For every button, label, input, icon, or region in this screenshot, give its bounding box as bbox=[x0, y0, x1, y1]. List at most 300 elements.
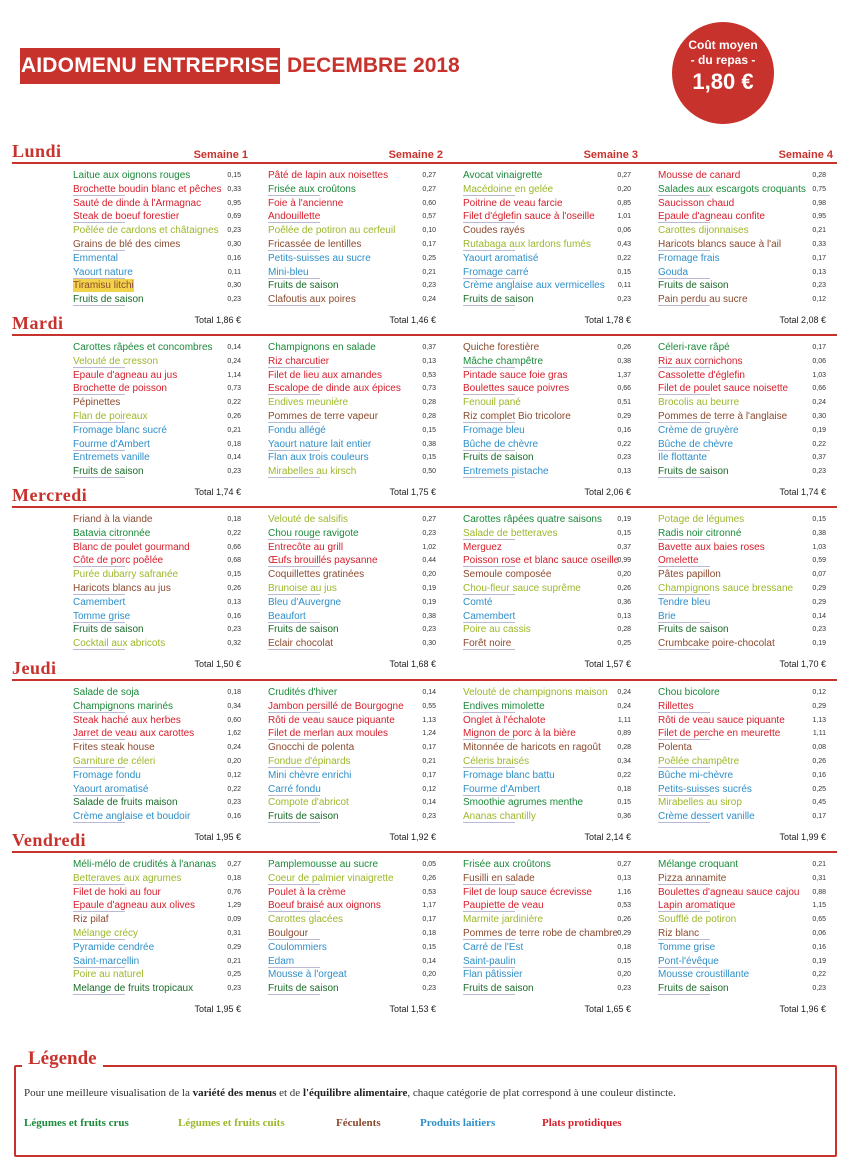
dish-price: 0,13 bbox=[617, 612, 631, 620]
dish-name: Avocat vinaigrette bbox=[463, 170, 543, 181]
dish-price: 0,34 bbox=[227, 702, 241, 710]
dish-price: 0,85 bbox=[617, 199, 631, 207]
dish-price: 0,45 bbox=[812, 799, 826, 807]
dish-row bbox=[268, 596, 436, 610]
dish-price: 1,29 bbox=[227, 902, 241, 910]
dish-price: 0,15 bbox=[227, 172, 241, 179]
dish-price: 0,26 bbox=[422, 874, 436, 882]
dish-row bbox=[73, 341, 241, 355]
dish-price: 0,22 bbox=[227, 785, 241, 793]
week-column bbox=[73, 513, 241, 651]
dish-price: 0,23 bbox=[227, 296, 241, 304]
dish-name: Carottes glacées bbox=[268, 914, 344, 926]
dish-name: Quiche forestière bbox=[463, 342, 540, 353]
dish-name: Salade de soja bbox=[73, 687, 140, 698]
dish-name: Entrecôte au grill bbox=[268, 541, 344, 553]
week-column bbox=[658, 686, 826, 824]
dish-name: Filet de merlan aux moules bbox=[268, 728, 389, 740]
dish-price: 0,11 bbox=[617, 282, 631, 290]
dish-underline bbox=[73, 994, 125, 995]
week-total: Total 1,50 € bbox=[194, 659, 241, 669]
dish-row bbox=[463, 955, 631, 969]
dish-name: Filet d'églefin sauce à l'oseille bbox=[463, 211, 595, 223]
legend-description bbox=[24, 1087, 676, 1099]
dish-row bbox=[658, 341, 826, 355]
dish-underline bbox=[268, 822, 320, 823]
dish-name: Semoule composée bbox=[463, 569, 552, 581]
day-section-vendredi bbox=[12, 830, 837, 1014]
dish-name: Coeur de palmier vinaigrette bbox=[268, 872, 394, 884]
dish-price: 0,21 bbox=[422, 268, 436, 276]
dish-name: Crème anglaise aux vermicelles bbox=[463, 280, 605, 292]
dish-row bbox=[73, 769, 241, 783]
dish-row bbox=[463, 513, 631, 527]
dish-row bbox=[73, 872, 241, 886]
week-column bbox=[463, 513, 631, 651]
dish-name: Fromage blanc sucré bbox=[73, 424, 167, 436]
dish-row bbox=[463, 596, 631, 610]
dish-name: Poitrine de veau farcie bbox=[463, 197, 563, 209]
dish-price: 0,38 bbox=[617, 357, 631, 365]
dish-row bbox=[463, 451, 631, 465]
dish-price: 0,32 bbox=[227, 640, 241, 648]
dish-row bbox=[73, 982, 241, 996]
dish-name: Fruits de saison bbox=[658, 466, 729, 478]
dish-name: Edam bbox=[268, 955, 295, 967]
day-name: Mardi bbox=[12, 313, 64, 333]
dish-price: 0,13 bbox=[227, 598, 241, 606]
dish-row bbox=[268, 783, 436, 797]
dish-price: 0,15 bbox=[617, 268, 631, 276]
dish-name: Coulommiers bbox=[268, 941, 327, 953]
week-total: Total 1,95 € bbox=[194, 1004, 241, 1014]
dish-row bbox=[268, 210, 436, 224]
dish-row bbox=[268, 424, 436, 438]
day-name: Vendredi bbox=[12, 830, 87, 850]
dish-name: Œufs brouillés paysanne bbox=[268, 555, 378, 567]
dish-row bbox=[463, 872, 631, 886]
dish-row bbox=[658, 872, 826, 886]
dish-price: 0,26 bbox=[617, 916, 631, 924]
dish-row bbox=[73, 955, 241, 969]
dish-price: 0,17 bbox=[422, 771, 436, 779]
dish-price: 0,17 bbox=[812, 813, 826, 821]
dish-row bbox=[73, 755, 241, 769]
dish-price: 0,29 bbox=[812, 584, 826, 592]
dish-price: 0,88 bbox=[812, 888, 826, 896]
dish-name: Eclair chocolat bbox=[268, 638, 334, 650]
dish-price: 0,37 bbox=[812, 454, 826, 462]
dish-row bbox=[268, 968, 436, 982]
dish-row bbox=[73, 410, 241, 424]
dish-row bbox=[73, 741, 241, 755]
dish-price: 0,29 bbox=[812, 598, 826, 606]
day-header bbox=[12, 658, 837, 682]
dish-name: Pont-l'évêque bbox=[658, 955, 719, 967]
dish-name: Haricots blancs sauce à l'ail bbox=[658, 238, 782, 250]
dish-price: 0,31 bbox=[812, 874, 826, 882]
dish-price: 0,29 bbox=[617, 412, 631, 420]
dish-row bbox=[73, 610, 241, 624]
dish-name: Jambon persillé de Bourgogne bbox=[268, 700, 404, 712]
dish-price: 0,73 bbox=[422, 385, 436, 393]
dish-name: Blanc de poulet gourmand bbox=[73, 541, 190, 553]
dish-price: 0,23 bbox=[617, 454, 631, 462]
dish-row bbox=[268, 686, 436, 700]
dish-name: Crème de gruyère bbox=[658, 424, 739, 436]
dish-name: Coquillettes gratinées bbox=[268, 569, 365, 581]
dish-row bbox=[268, 858, 436, 872]
dish-price: 0,26 bbox=[617, 344, 631, 351]
cost-sublabel: - du repas - bbox=[690, 53, 756, 67]
dish-price: 0,29 bbox=[617, 929, 631, 937]
dish-name: Filet de lieu aux amandes bbox=[268, 369, 382, 381]
dish-price: 0,09 bbox=[227, 916, 241, 924]
dish-price: 0,53 bbox=[422, 371, 436, 379]
dish-name: Camembert bbox=[73, 596, 126, 608]
dish-row bbox=[463, 727, 631, 741]
dish-name: Pizza annamite bbox=[658, 872, 727, 884]
dish-row bbox=[73, 252, 241, 266]
dish-price: 0,14 bbox=[422, 689, 436, 696]
dish-price: 0,20 bbox=[422, 971, 436, 979]
dish-row bbox=[268, 810, 436, 824]
dish-name: Fondu allégé bbox=[268, 424, 326, 436]
dish-name: Fourme d'Ambert bbox=[73, 438, 150, 450]
dish-name: Salades aux escargots croquants bbox=[658, 183, 806, 195]
dish-name: Mirabelles au kirsch bbox=[268, 466, 357, 478]
dish-name: Frisée aux croûtons bbox=[463, 859, 551, 870]
dish-price: 0,06 bbox=[617, 227, 631, 235]
dish-name: Endives mimolette bbox=[463, 700, 545, 712]
dish-row bbox=[658, 424, 826, 438]
dish-row bbox=[463, 197, 631, 211]
dish-name: Brie bbox=[658, 610, 676, 622]
dish-name: Riz complet Bio tricolore bbox=[463, 410, 571, 422]
dish-name: Marmite jardinière bbox=[463, 914, 544, 926]
dish-name: Fruits de saison bbox=[658, 280, 729, 292]
dish-name: Poêlée de potiron au cerfeuil bbox=[268, 225, 396, 237]
dish-row bbox=[658, 183, 826, 197]
dish-name: Boeuf braisé aux oignons bbox=[268, 900, 381, 912]
dish-row bbox=[268, 513, 436, 527]
dish-row bbox=[463, 410, 631, 424]
dish-name: Mini chèvre enrichi bbox=[268, 769, 352, 781]
dish-underline bbox=[73, 649, 125, 650]
dish-row bbox=[268, 382, 436, 396]
dish-row bbox=[658, 796, 826, 810]
dish-row bbox=[658, 541, 826, 555]
dish-price: 0,21 bbox=[227, 957, 241, 965]
week-column bbox=[268, 686, 436, 824]
dish-price: 0,23 bbox=[227, 227, 241, 235]
dish-price: 0,16 bbox=[617, 426, 631, 434]
dish-price: 0,66 bbox=[617, 385, 631, 393]
dish-price: 0,21 bbox=[812, 861, 826, 868]
dish-name: Pain perdu au sucre bbox=[658, 294, 748, 306]
dish-name: Yaourt nature bbox=[73, 266, 133, 278]
dish-name: Carottes râpées et concombres bbox=[73, 342, 213, 353]
dish-name: Fruits de saison bbox=[73, 294, 144, 306]
dish-name: Tiramisu litchi bbox=[73, 280, 134, 292]
dish-price: 0,15 bbox=[227, 571, 241, 579]
dish-price: 0,07 bbox=[812, 571, 826, 579]
dish-price: 0,13 bbox=[617, 468, 631, 476]
dish-name: Mignon de porc à la bière bbox=[463, 728, 576, 740]
dish-name: Champignons marinés bbox=[73, 700, 174, 712]
dish-name: Crudités d'hiver bbox=[268, 687, 338, 698]
dish-row bbox=[268, 582, 436, 596]
dish-row bbox=[268, 769, 436, 783]
dish-price: 0,28 bbox=[617, 744, 631, 752]
dish-name: Rillettes bbox=[658, 700, 694, 712]
dish-row bbox=[658, 293, 826, 307]
dish-row bbox=[73, 714, 241, 728]
dish-name: Flan de poireaux bbox=[73, 410, 148, 422]
dish-row bbox=[73, 858, 241, 872]
dish-row bbox=[73, 582, 241, 596]
dish-row bbox=[73, 968, 241, 982]
dish-name: Carottes dijonnaises bbox=[658, 225, 749, 237]
dish-row bbox=[268, 438, 436, 452]
dish-row bbox=[463, 783, 631, 797]
dish-name: Rôti de veau sauce piquante bbox=[658, 714, 785, 726]
dish-name: Pâté de lapin aux noisettes bbox=[268, 170, 389, 181]
dish-row bbox=[463, 252, 631, 266]
dish-name: Pamplemousse au sucre bbox=[268, 859, 379, 870]
dish-name: Bûche de chèvre bbox=[658, 438, 734, 450]
dish-row bbox=[73, 438, 241, 452]
week-total: Total 1,86 € bbox=[194, 315, 241, 325]
dish-row bbox=[658, 686, 826, 700]
dish-name: Filet de poulet sauce noisette bbox=[658, 383, 789, 395]
dish-row bbox=[463, 755, 631, 769]
dish-row bbox=[73, 513, 241, 527]
dish-price: 0,18 bbox=[227, 689, 241, 696]
dish-row bbox=[463, 382, 631, 396]
week-column bbox=[73, 686, 241, 824]
dish-row bbox=[268, 623, 436, 637]
dish-row bbox=[658, 279, 826, 293]
dish-row bbox=[658, 810, 826, 824]
dish-price: 0,23 bbox=[227, 626, 241, 634]
dish-price: 0,76 bbox=[227, 888, 241, 896]
dish-name: Sauté de dinde à l'Armagnac bbox=[73, 197, 202, 209]
dish-price: 0,15 bbox=[422, 454, 436, 462]
dish-name: Yaourt aromatisé bbox=[73, 783, 149, 795]
dish-name: Poêlée de cardons et châtaignes bbox=[73, 225, 219, 237]
dish-row bbox=[463, 714, 631, 728]
dish-row bbox=[658, 582, 826, 596]
dish-row bbox=[73, 810, 241, 824]
dish-price: 0,60 bbox=[227, 716, 241, 724]
week-total: Total 1,46 € bbox=[389, 315, 436, 325]
dish-name: Endives meunière bbox=[268, 397, 349, 409]
dish-row bbox=[463, 941, 631, 955]
dish-row bbox=[463, 541, 631, 555]
dish-row bbox=[268, 714, 436, 728]
dish-row bbox=[463, 700, 631, 714]
dish-name: Friand à la viande bbox=[73, 514, 153, 525]
dish-row bbox=[463, 886, 631, 900]
dish-price: 0,18 bbox=[227, 440, 241, 448]
dish-name: Frisée aux croûtons bbox=[268, 183, 356, 195]
dish-price: 1,13 bbox=[422, 716, 436, 724]
dish-name: Emmental bbox=[73, 252, 119, 264]
dish-row bbox=[658, 927, 826, 941]
day-name: Mercredi bbox=[12, 485, 88, 505]
dish-row bbox=[658, 554, 826, 568]
dish-price: 0,15 bbox=[617, 957, 631, 965]
dish-name: Poire au cassis bbox=[463, 624, 531, 636]
week-column bbox=[73, 858, 241, 996]
dish-row bbox=[658, 169, 826, 183]
dish-name: Velouté de champignons maison bbox=[463, 687, 608, 698]
dish-name: Entremets vanille bbox=[73, 452, 150, 464]
dish-price: 0,75 bbox=[812, 185, 826, 193]
dish-price: 0,19 bbox=[422, 598, 436, 606]
dish-price: 1,03 bbox=[812, 371, 826, 379]
dish-row bbox=[658, 197, 826, 211]
dish-name: Petits-suisses sucrés bbox=[658, 783, 752, 795]
dish-name: Epaule d'agneau aux olives bbox=[73, 900, 196, 912]
dish-price: 0,30 bbox=[812, 412, 826, 420]
dish-name: Yaourt aromatisé bbox=[463, 252, 539, 264]
dish-name: Salade de betteraves bbox=[463, 527, 558, 539]
dish-name: Boulettes d'agneau sauce cajou bbox=[658, 886, 800, 898]
dish-price: 0,30 bbox=[422, 640, 436, 648]
week-column bbox=[463, 858, 631, 996]
dish-row bbox=[73, 927, 241, 941]
dish-name: Bleu d'Auvergne bbox=[268, 596, 342, 608]
dish-name: Andouillette bbox=[268, 211, 321, 223]
dish-name: Cocktail aux abricots bbox=[73, 638, 166, 650]
dish-price: 0,14 bbox=[812, 612, 826, 620]
dish-name: Tomme grise bbox=[73, 610, 131, 622]
dish-row bbox=[658, 266, 826, 280]
dish-name: Céleri-rave râpé bbox=[658, 342, 730, 353]
dish-row bbox=[463, 568, 631, 582]
dish-price: 1,13 bbox=[812, 716, 826, 724]
dish-row bbox=[463, 224, 631, 238]
dish-price: 0,23 bbox=[422, 985, 436, 993]
dish-name: Onglet à l'échalote bbox=[463, 714, 546, 726]
dish-price: 0,53 bbox=[617, 902, 631, 910]
dish-price: 0,29 bbox=[812, 702, 826, 710]
dish-row bbox=[73, 686, 241, 700]
dish-underline bbox=[463, 822, 515, 823]
dish-price: 0,24 bbox=[812, 399, 826, 407]
dish-price: 0,17 bbox=[812, 254, 826, 262]
dish-row bbox=[268, 465, 436, 479]
dish-name: Brocolis au beurre bbox=[658, 397, 740, 409]
week-total: Total 1,99 € bbox=[779, 832, 826, 842]
legend-box bbox=[14, 1065, 837, 1157]
week-total: Total 1,95 € bbox=[194, 832, 241, 842]
dish-price: 0,28 bbox=[812, 172, 826, 179]
dish-price: 0,26 bbox=[227, 584, 241, 592]
dish-row bbox=[268, 554, 436, 568]
dish-name: Steak haché aux herbes bbox=[73, 714, 181, 726]
dish-price: 0,23 bbox=[422, 282, 436, 290]
dish-row bbox=[463, 369, 631, 383]
dish-name: Mousse croustillante bbox=[658, 969, 750, 981]
dish-row bbox=[463, 810, 631, 824]
week-total: Total 2,08 € bbox=[779, 315, 826, 325]
dish-price: 0,14 bbox=[422, 957, 436, 965]
week-total: Total 2,14 € bbox=[584, 832, 631, 842]
dish-price: 0,23 bbox=[812, 282, 826, 290]
dish-name: Camembert bbox=[463, 610, 516, 622]
dish-row bbox=[73, 183, 241, 197]
dish-price: 0,28 bbox=[617, 626, 631, 634]
dish-row bbox=[658, 210, 826, 224]
dish-name: Fruits de saison bbox=[463, 983, 534, 995]
dish-price: 0,13 bbox=[422, 357, 436, 365]
dish-name: Grains de blé des cimes bbox=[73, 238, 181, 250]
dish-row bbox=[73, 700, 241, 714]
dish-price: 0,16 bbox=[227, 612, 241, 620]
dish-name: Carré de l'Est bbox=[463, 941, 524, 953]
dish-underline bbox=[463, 477, 515, 478]
dish-price: 0,18 bbox=[617, 943, 631, 951]
week-header: Semaine 1 bbox=[193, 149, 248, 161]
day-divider bbox=[12, 679, 837, 681]
dish-price: 0,27 bbox=[617, 861, 631, 868]
dish-price: 0,50 bbox=[422, 468, 436, 476]
dish-name: Soufflé de potiron bbox=[658, 914, 737, 926]
dish-name: Saucisson chaud bbox=[658, 197, 735, 209]
dish-price: 0,33 bbox=[227, 185, 241, 193]
dish-name: Mélange crécy bbox=[73, 927, 139, 939]
dish-name: Fromage frais bbox=[658, 252, 720, 264]
legend-title: Légende bbox=[22, 1048, 103, 1070]
dish-name: Filet de perche en meurette bbox=[658, 728, 781, 740]
dish-underline bbox=[463, 994, 515, 995]
legend-desc-suffix: , chaque catégorie de plat correspond à une couleur distincte. bbox=[407, 1087, 676, 1099]
dish-name: Mousse à l'orgeat bbox=[268, 969, 347, 981]
dish-row bbox=[268, 197, 436, 211]
legend-desc-mid: et de bbox=[276, 1087, 303, 1099]
dish-name: Steak de boeuf forestier bbox=[73, 211, 180, 223]
dish-name: Smoothie agrumes menthe bbox=[463, 797, 584, 809]
dish-price: 0,16 bbox=[227, 813, 241, 821]
week-column bbox=[73, 341, 241, 479]
dish-name: Paupiette de veau bbox=[463, 900, 544, 912]
dish-price: 0,24 bbox=[617, 702, 631, 710]
dish-name: Merguez bbox=[463, 541, 502, 553]
day-name: Jeudi bbox=[12, 658, 57, 678]
dish-row bbox=[463, 554, 631, 568]
dish-price: 0,23 bbox=[227, 799, 241, 807]
dish-name: Pintade sauce foie gras bbox=[463, 369, 568, 381]
dish-price: 0,17 bbox=[812, 344, 826, 351]
dish-row bbox=[658, 982, 826, 996]
dish-name: Chou rouge ravigote bbox=[268, 527, 359, 539]
dish-name: Fruits de saison bbox=[463, 452, 534, 464]
dish-name: Omelette bbox=[658, 555, 699, 567]
dish-name: Forêt noire bbox=[463, 638, 512, 650]
week-column bbox=[268, 858, 436, 996]
dish-price: 0,25 bbox=[422, 254, 436, 262]
dish-price: 0,21 bbox=[227, 426, 241, 434]
legend-desc-bold-1: variété des menus bbox=[192, 1087, 277, 1099]
dish-row bbox=[268, 637, 436, 651]
dish-name: Carottes râpées quatre saisons bbox=[463, 514, 602, 525]
dish-price: 1,37 bbox=[617, 371, 631, 379]
dish-name: Gnocchi de polenta bbox=[268, 742, 355, 754]
week-total: Total 1,57 € bbox=[584, 659, 631, 669]
